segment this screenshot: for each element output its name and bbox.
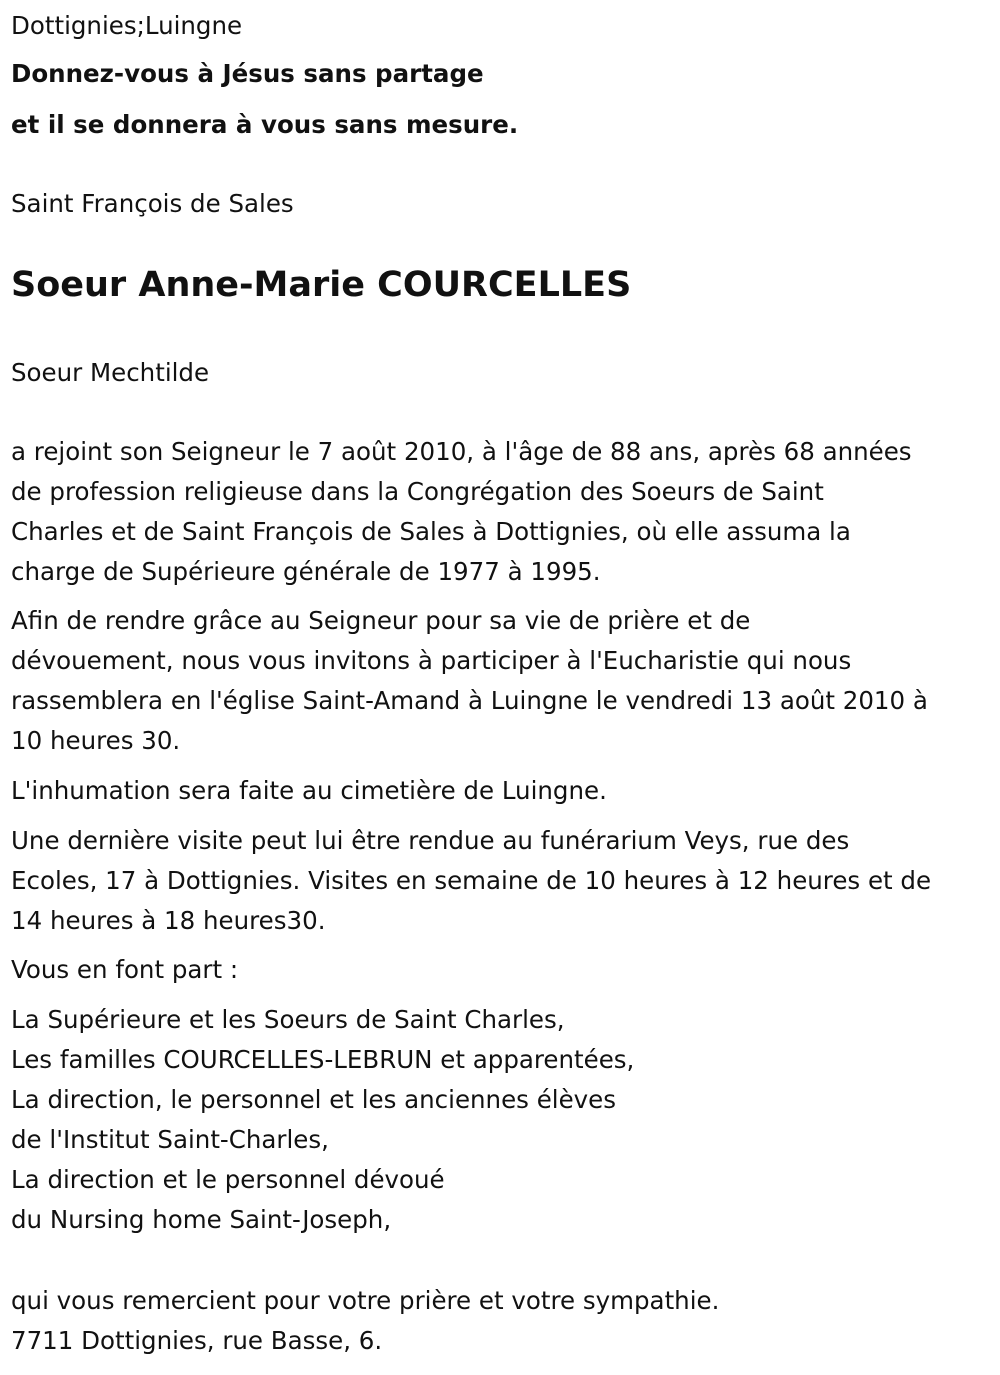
location: Dottignies;Luingne [11,11,243,40]
family-line: Les familles COURCELLES-LEBRUN et apparentées, [11,1045,635,1074]
announcement-line: Charles et de Saint François de Sales à Dottignies, où elle assuma la [11,517,851,546]
announcement-paragraph [11,432,991,592]
mass-line: rassemblera en l'église Saint-Amand à Luingne le vendredi 13 août 2010 à [11,686,928,715]
announcement-line: a rejoint son Seigneur le 7 août 2010, à l'âge de 88 ans, après 68 années [11,437,912,466]
quote-author: Saint François de Sales [11,189,294,218]
visit-line: Une dernière visite peut lui être rendue au funérarium Veys, rue des [11,826,850,855]
visit-line: 14 heures à 18 heures30. [11,906,326,935]
quote-line-1: Donnez-vous à Jésus sans partage [11,59,484,88]
mass-line: 10 heures 30. [11,726,181,755]
family-line: La direction et le personnel dévoué [11,1165,445,1194]
family-line: de l'Institut Saint-Charles, [11,1125,329,1154]
family-line: du Nursing home Saint-Joseph, [11,1205,392,1234]
burial-paragraph [11,771,991,811]
announce-by-paragraph [11,950,991,990]
announcement-line: charge de Supérieure générale de 1977 à 1995. [11,557,601,586]
family-list [11,1000,991,1240]
burial-line: L'inhumation sera faite au cimetière de Luingne. [11,776,607,805]
family-line: La Supérieure et les Soeurs de Saint Charles, [11,1005,565,1034]
thanks-line: qui vous remercient pour votre prière et votre sympathie. [11,1286,720,1315]
deceased-name: Soeur Anne-Marie COURCELLES [11,265,632,305]
mass-paragraph [11,601,991,761]
quote-line-2: et il se donnera à vous sans mesure. [11,110,519,139]
visit-paragraph [11,821,991,941]
visit-line: Ecoles, 17 à Dottignies. Visites en semaine de 10 heures à 12 heures et de [11,866,932,895]
religious-name: Soeur Mechtilde [11,358,210,387]
thanks-paragraph [11,1281,991,1361]
family-line: La direction, le personnel et les anciennes élèves [11,1085,616,1114]
announce-by-line: Vous en font part : [11,955,239,984]
address-line: 7711 Dottignies, rue Basse, 6. [11,1326,383,1355]
mass-line: Afin de rendre grâce au Seigneur pour sa vie de prière et de [11,606,751,635]
announcement-line: de profession religieuse dans la Congrégation des Soeurs de Saint [11,477,824,506]
mass-line: dévouement, nous vous invitons à participer à l'Eucharistie qui nous [11,646,852,675]
